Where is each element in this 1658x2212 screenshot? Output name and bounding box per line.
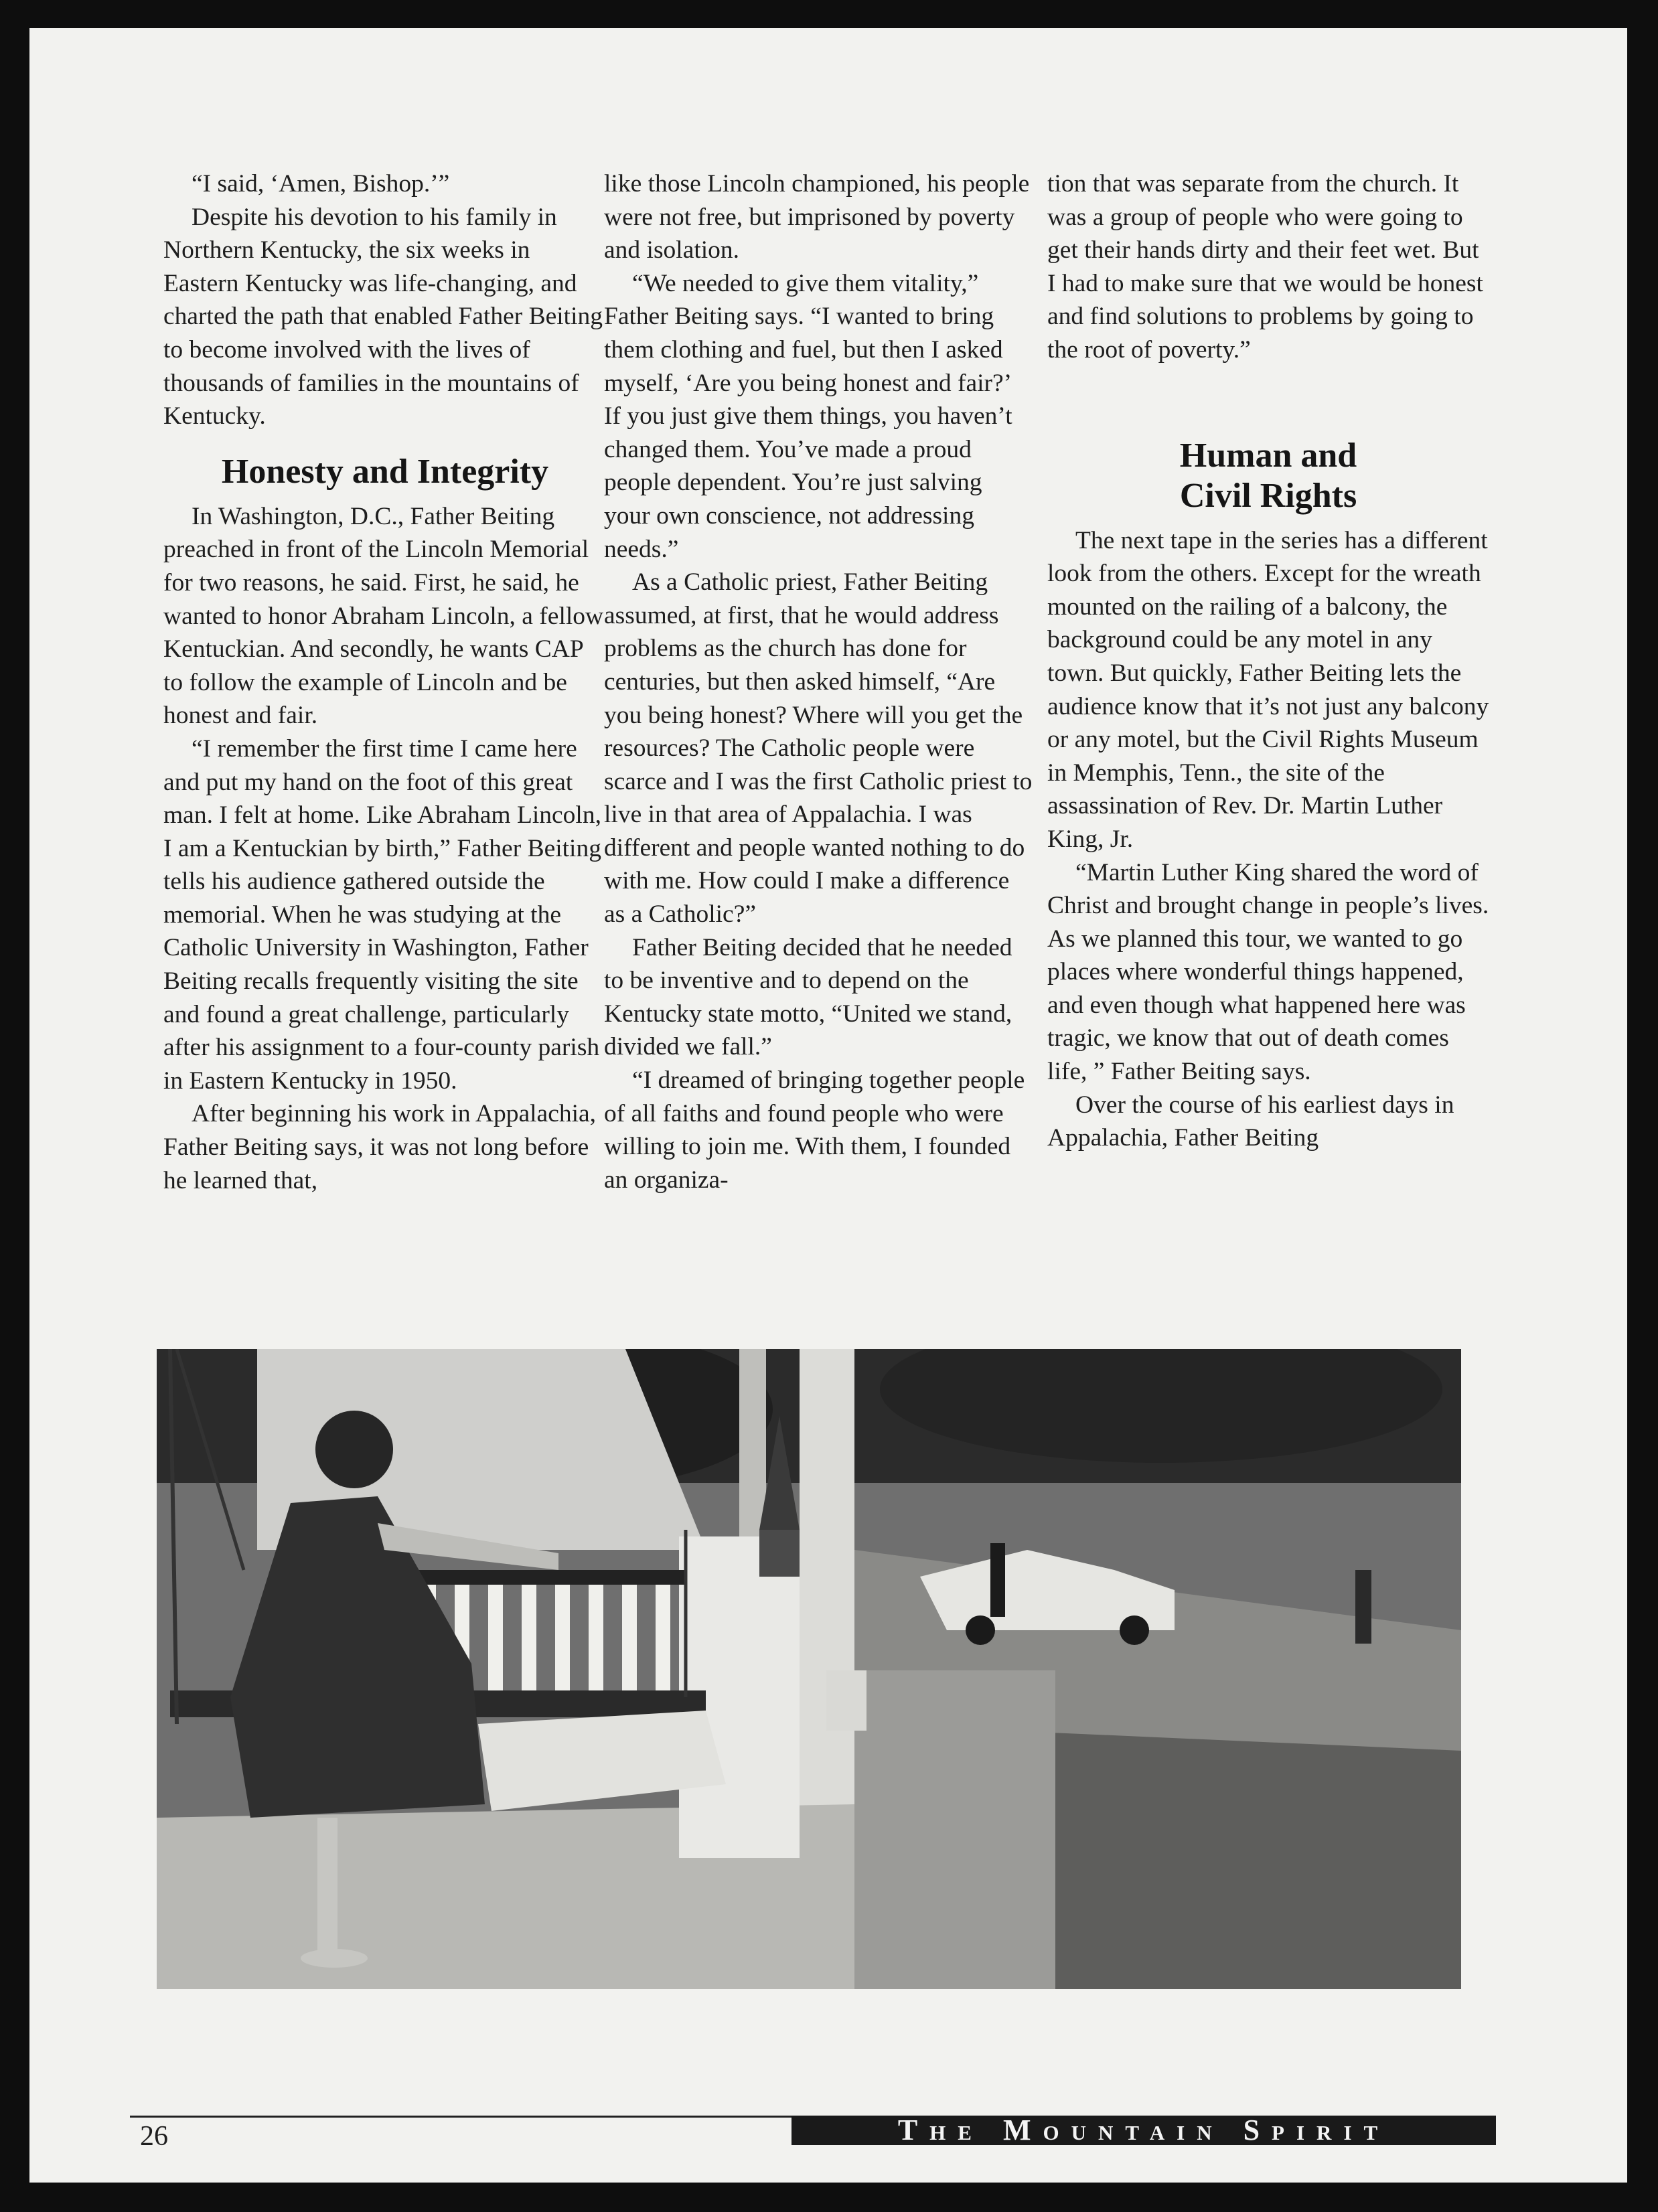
heading-line: Human and: [1179, 436, 1357, 475]
paragraph: “I dreamed of bringing together people of all faiths and found people who were willing to join me. With them, I founded an organiza-: [604, 1066, 1025, 1194]
publication-banner: The Mountain Spirit: [792, 2116, 1496, 2145]
section-heading-civil-rights: [1047, 436, 1489, 516]
page-number: 26: [140, 2121, 168, 2152]
porch-photograph: [157, 1349, 1461, 1989]
paragraph: “I remember the first time I came here and put my hand on the foot of this great man. I felt at home. Like Abraham Lincoln, I am a Kentuckian by birth,” Father Beiting tells his audience gathered outside the memorial. When he was studying at the Catholic University in Washington, Father Beiting recalls frequently visiting the site and found a great challenge, particularly after his assignment to a four-county parish in Eastern Kentucky in 1950.: [163, 734, 601, 1095]
paragraph: Father Beiting decided that he needed to be inventive and to depend on the Kentucky state motto, “United we stand, divided we fall.”: [604, 933, 1012, 1061]
paragraph: “Martin Luther King shared the word of Christ and brought change in people’s lives. As we planned this tour, we wanted to go places where wonderful things happened, and even though what happened here was tragic, we know that out of death comes life, ” Father Beiting says.: [1047, 858, 1489, 1086]
paragraph: The next tape in the series has a different look from the others. Except for the wreath mounted on the railing of a balcony, the background could be any motel in any town. But quickly, Father Beiting lets the audience know that it’s not just any balcony or any motel, but the Civil Rights Museum in Memphis, Tenn., the site of the assassination of Rev. Dr. Martin Luther King, Jr.: [1047, 526, 1489, 853]
magazine-page: [29, 28, 1627, 2183]
paragraph: As a Catholic priest, Father Beiting assumed, at first, that he would address problems as the church has done for centuries, but then asked himself, “Are you being honest? Where will you get the resources? The Catholic people were scarce and I was the first Catholic priest to live in that area of Appalachia. I was different and people wanted nothing to do with me. How could I make a difference as a Catholic?”: [604, 568, 1033, 929]
paragraph: like those Lincoln championed, his people were not free, but imprisoned by poverty and isolation.: [604, 170, 1030, 264]
heading-line: Civil Rights: [1179, 476, 1357, 515]
paragraph: tion that was separate from the church. It was a group of people who were going to get their hands dirty and their feet wet. But I had to make sure that we would be honest and find solutions to problems by going to the root of poverty.”: [1047, 170, 1483, 364]
section-heading-honesty: Honesty and Integrity: [221, 452, 549, 491]
paragraph: Despite his devotion to his family in Northern Kentucky, the six weeks in Eastern Kentucky was life-changing, and charted the path that enabled Father Beiting to become involved with the lives of thousands of families in the mountains of Kentucky.: [163, 203, 603, 430]
paragraph: Over the course of his earliest days in Appalachia, Father Beiting: [1047, 1091, 1454, 1152]
paragraph: After beginning his work in Appalachia, Father Beiting says, it was not long before he learned that,: [163, 1100, 597, 1194]
porch-scene-image: [157, 1349, 1461, 1989]
column-1: [163, 167, 607, 1197]
column-3: [1047, 167, 1489, 1155]
paragraph: “We needed to give them vitality,” Father Beiting says. “I wanted to bring them clothing and fuel, but then I asked myself, ‘Are you being honest and fair?’ If you just give them things, you haven’t changed them. You’ve made a proud people dependent. You’re just salving your own conscience, not addressing needs.”: [604, 269, 1012, 563]
column-2: [604, 167, 1033, 1196]
paragraph: In Washington, D.C., Father Beiting preached in front of the Lincoln Memorial for two reasons, he said. First, he said, he wanted to honor Abraham Lincoln, a fellow Kentuckian. And secondly, he wants CAP to follow the example of Lincoln and be honest and fair.: [163, 502, 604, 730]
paragraph: “I said, ‘Amen, Bishop.’”: [192, 170, 450, 198]
footer-rule: [130, 2116, 825, 2118]
